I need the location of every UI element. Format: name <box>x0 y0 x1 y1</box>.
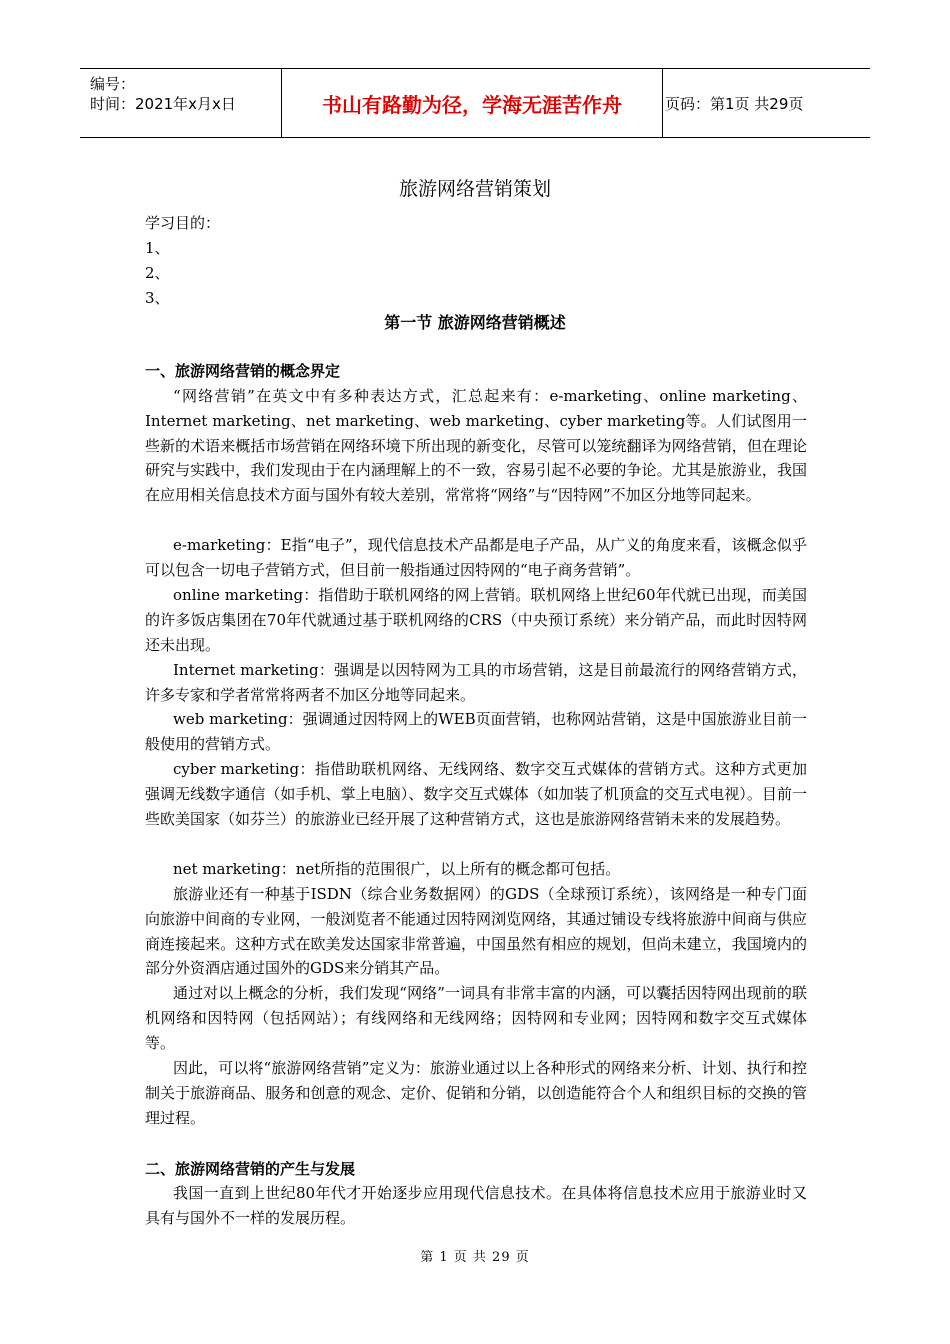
objective-item: 1、 <box>145 239 170 257</box>
paragraph: Internet marketing：强调是以因特网为工具的市场营销，这是目前最流行的网络营销方式，许多专家和学者常常将两者不加区分地等同起来。 <box>145 661 807 704</box>
subsection-heading: 二、旅游网络营销的产生与发展 <box>145 1160 356 1178</box>
objective-item: 3、 <box>145 289 170 307</box>
paragraph: 旅游业还有一种基于ISDN（综合业务数据网）的GDS（全球预订系统），该网络是一种专门面向旅游中间商的专业网，一般浏览者不能通过因特网浏览网络，其通过铺设专线将旅游中间商与供应商连接起来。这种方式在欧美发达国家非常普遍，中国虽然有相应的规划，但尚未建立，我国境内的部分外资酒店通过国外的GDS来分销其产品。 <box>145 885 807 978</box>
page-header <box>80 68 870 138</box>
paragraph: 因此，可以将“旅游网络营销”定义为：旅游业通过以上各种形式的网络来分析、计划、执行和控制关于旅游商品、服务和创意的观念、定价、促销和分销，以创造能符合个人和组织目标的交换的管理过程。 <box>145 1059 807 1127</box>
paragraph: online marketing：指借助于联机网络的网上营销。联机网络上世纪60年代就已出现，而美国的许多饭店集团在70年代就通过基于联机网络的CRS（中央预订系统）来分销产品，而此时因特网还未出现。 <box>145 586 807 654</box>
paragraph: “网络营销”在英文中有多种表达方式，汇总起来有：e-marketing、online marketing、Internet marketing、net marketing、web marketing、cyber marketing等。人们试图用一些新的术语来概括市场营销在网络环境下所出现的新变化，尽管可以笼统翻译为网络营销，但在理论研究与实践中，我们发现由于在内涵理解上的不一致，容易引起不必要的争论。尤其是旅游业，我国在应用相关信息技术方面与国外有较大差别，常常将“网络”与“因特网”不加区分地等同起来。 <box>145 387 807 505</box>
paragraph: 我国一直到上世纪80年代才开始逐步应用现代信息技术。在具体将信息技术应用于旅游业时又具有与国外不一样的发展历程。 <box>145 1184 807 1227</box>
date-label: 时间：2021年x月x日 <box>90 95 236 113</box>
paragraph: net marketing：net所指的范围很广，以上所有的概念都可包括。 <box>173 860 621 878</box>
subsection-heading: 一、旅游网络营销的概念界定 <box>145 362 341 380</box>
number-label: 编号： <box>90 75 136 93</box>
header-motto: 书山有路勤为径，学海无涯苦作舟 <box>282 69 663 137</box>
paragraph: e-marketing：E指“电子”，现代信息技术产品都是电子产品，从广义的角度来看，该概念似乎可以包含一切电子营销方式，但目前一般指通过因特网的“电子商务营销”。 <box>145 536 807 579</box>
objectives-label: 学习目的： <box>145 214 221 232</box>
section-title: 第一节 旅游网络营销概述 <box>384 313 566 332</box>
paragraph: cyber marketing：指借助联机网络、无线网络、数字交互式媒体的营销方式。这种方式更加强调无线数字通信（如手机、掌上电脑）、数字交互式媒体（如加装了机顶盒的交互式电视）。目前一些欧美国家（如芬兰）的旅游业已经开展了这种营销方式，这也是旅游网络营销未来的发展趋势。 <box>145 760 807 828</box>
document-title: 旅游网络营销策划 <box>398 178 551 200</box>
header-page-info: 页码：第1页 共29页 <box>665 94 804 113</box>
header-meta-cell <box>80 69 282 137</box>
page-footer: 第 1 页 共 29 页 <box>420 1250 530 1265</box>
paragraph: 通过对以上概念的分析，我们发现“网络”一词具有非常丰富的内涵，可以囊括因特网出现前的联机网络和因特网（包括网站）；有线网络和无线网络；因特网和专业网；因特网和数字交互式媒体等。 <box>145 984 807 1052</box>
paragraph: web marketing：强调通过因特网上的WEB页面营销，也称网站营销，这是中国旅游业目前一般使用的营销方式。 <box>145 710 807 753</box>
objective-item: 2、 <box>145 264 170 282</box>
